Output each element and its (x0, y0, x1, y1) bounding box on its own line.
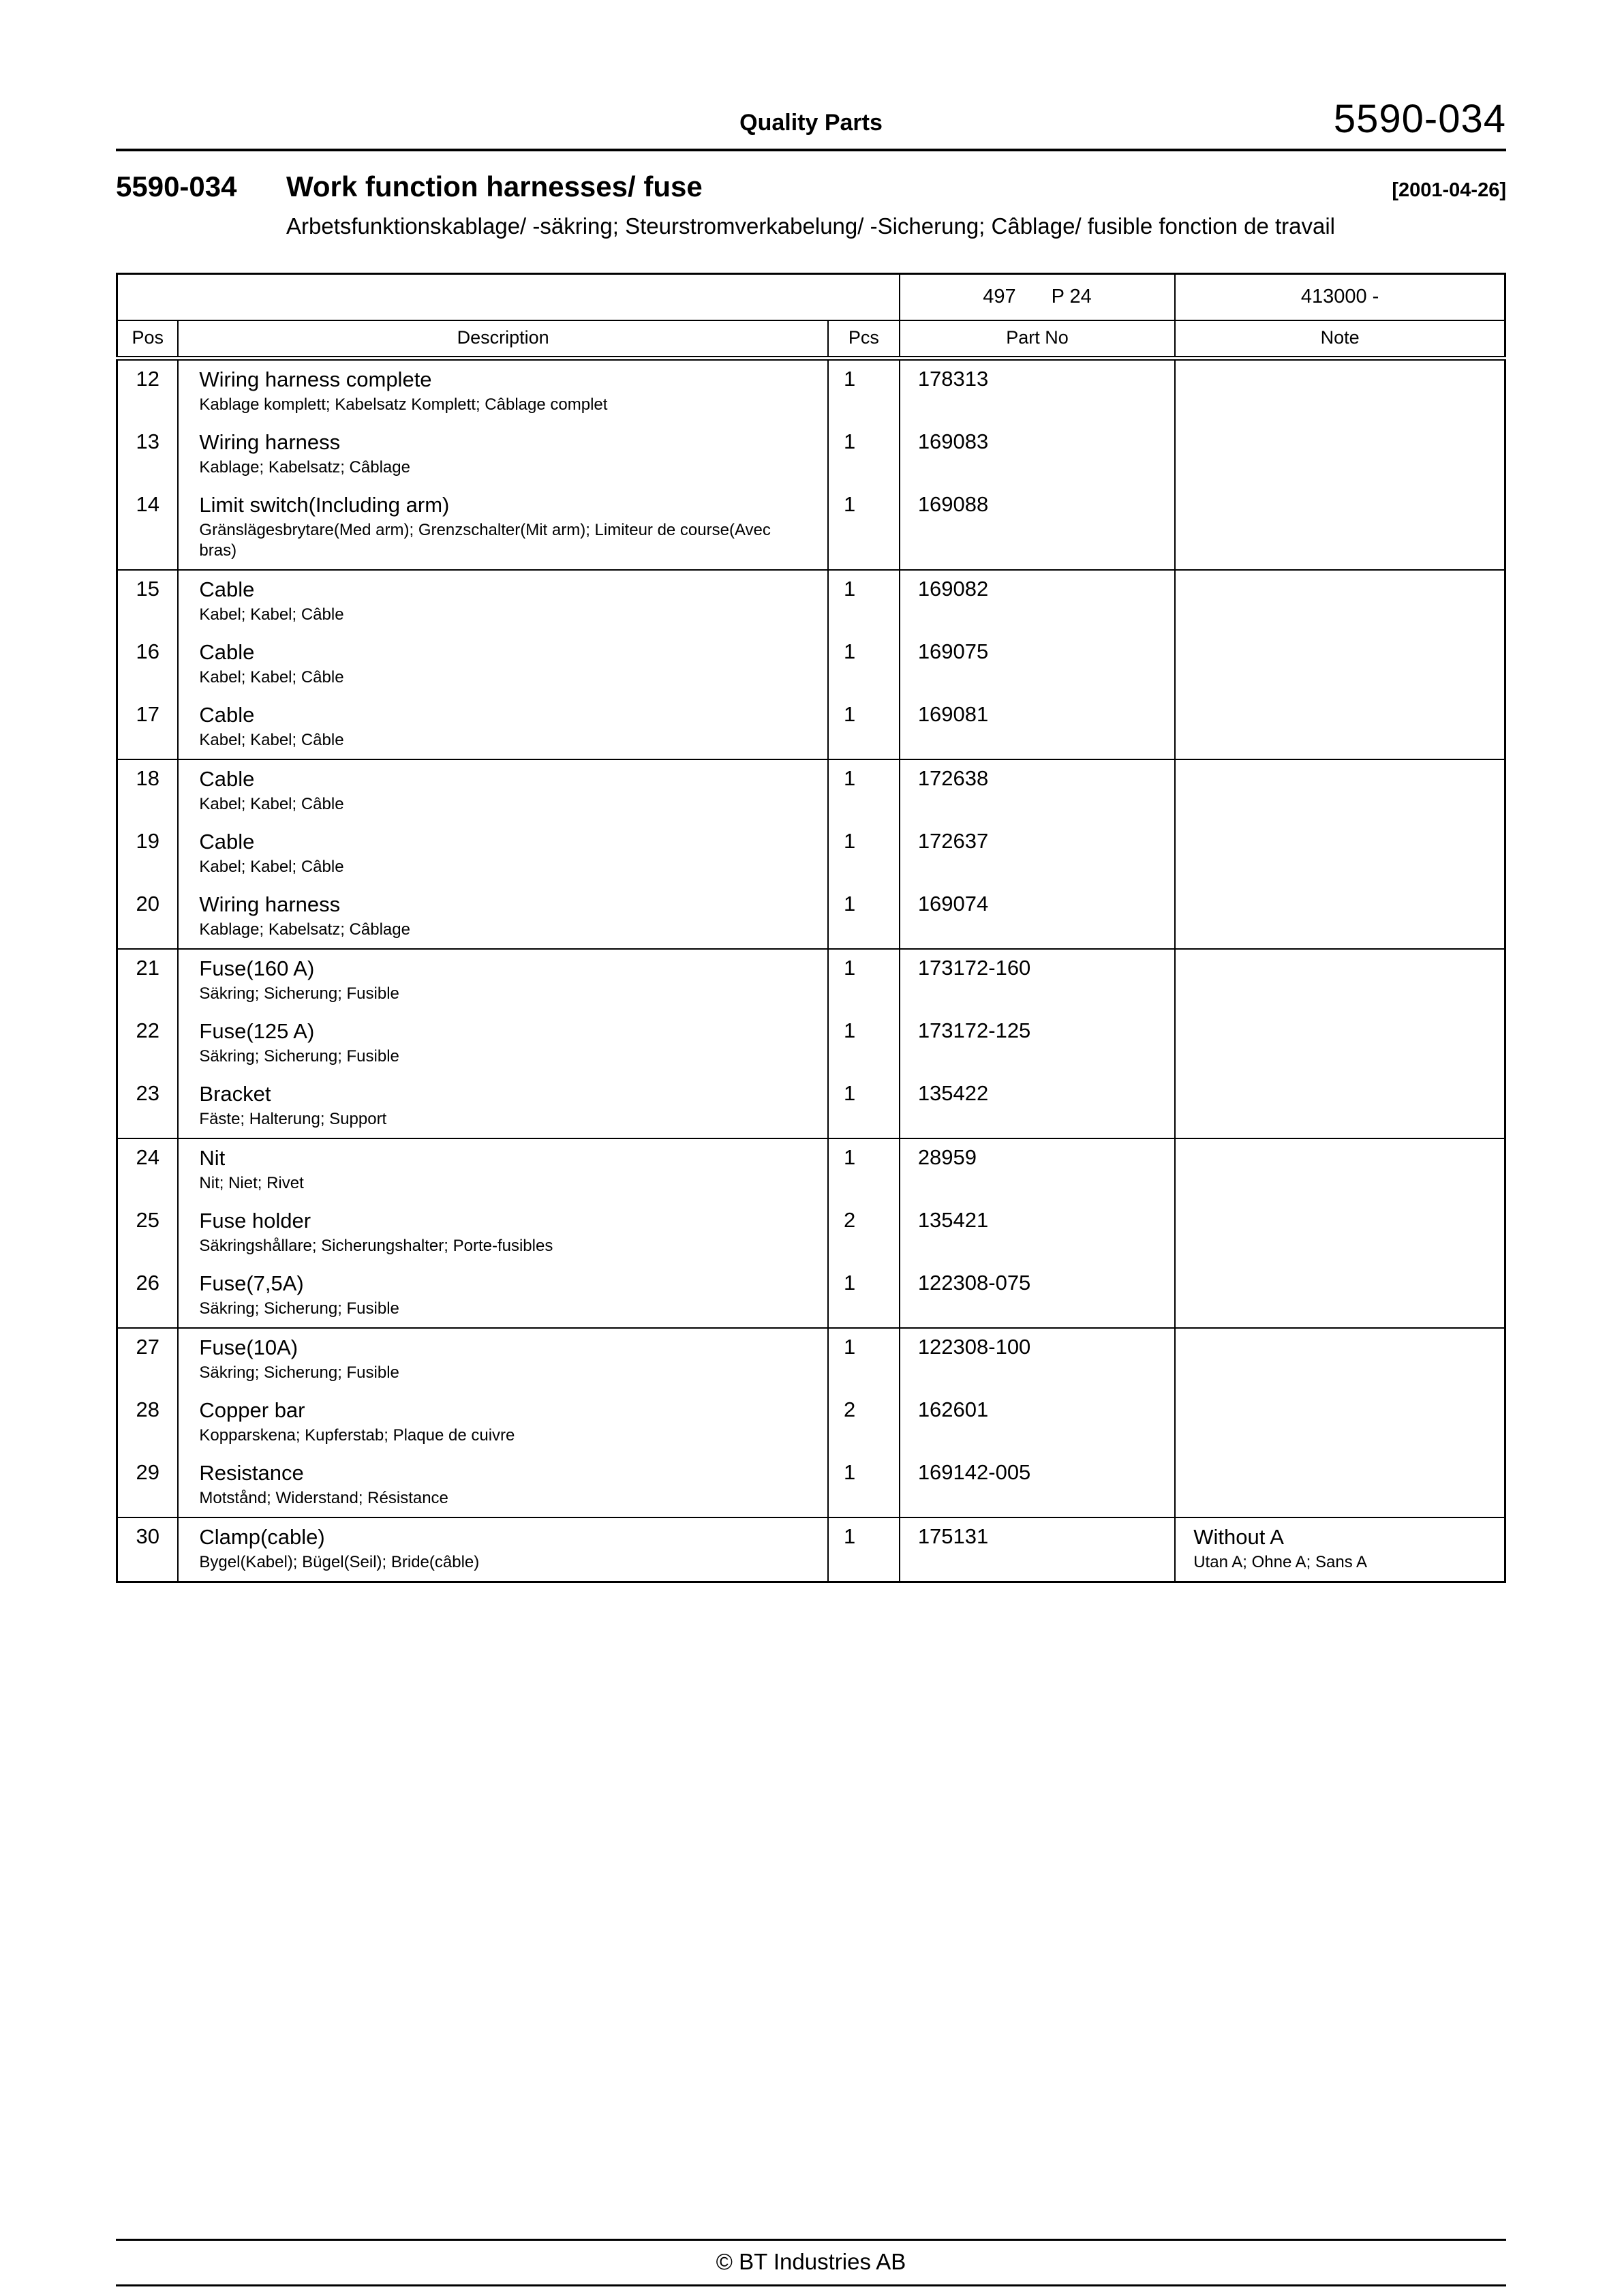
description-sub: Kabel; Kabel; Câble (199, 794, 344, 813)
pcs-cell: 1 (828, 696, 900, 759)
pos-cell: 25 (136, 1207, 159, 1232)
table-row (117, 1202, 1505, 1265)
description-sub: Kabel; Kabel; Câble (199, 857, 344, 876)
description-sub: Kabel; Kabel; Câble (199, 667, 344, 686)
description-sub: Kablage komplett; Kabelsatz Komplett; Câblage complet (199, 395, 608, 414)
meta-serial-cell (1175, 274, 1505, 320)
parts-table-head (117, 274, 1505, 359)
part-no-cell: 169081 (900, 696, 1175, 759)
column-header-part-no: Part No (900, 320, 1175, 359)
meta-page-ref-cell (900, 274, 1175, 320)
pcs-cell: 2 (828, 1202, 900, 1265)
pcs-cell: 1 (828, 886, 900, 949)
table-row (117, 823, 1505, 886)
description-sub: Kabel; Kabel; Câble (199, 730, 344, 749)
note-sub: Utan A; Ohne A; Sans A (1193, 1552, 1368, 1571)
table-row (117, 1265, 1505, 1328)
description-sub: Nit; Niet; Rivet (199, 1173, 304, 1192)
description-main: Clamp(cable) (199, 1524, 325, 1549)
pcs-cell: 1 (828, 759, 900, 823)
table-row (117, 696, 1505, 759)
description-main: Cable (199, 639, 255, 664)
pos-cell: 23 (136, 1081, 159, 1105)
note-cell (1175, 949, 1505, 1012)
description-sub: Kablage; Kabelsatz; Câblage (199, 920, 410, 939)
section-number: 5590-034 (116, 170, 237, 202)
part-no-cell: 172637 (900, 823, 1175, 886)
part-no-cell: 122308-100 (900, 1328, 1175, 1391)
meta-page-code: P 24 (1051, 286, 1092, 307)
brand-title: Quality Parts (739, 110, 883, 136)
description-main: Cable (199, 702, 255, 727)
header-divider (116, 149, 1506, 151)
pos-cell: 12 (136, 366, 159, 391)
pos-cell: 17 (136, 701, 159, 726)
description-main: Bracket (199, 1081, 271, 1106)
description-sub: Fäste; Halterung; Support (199, 1109, 387, 1128)
part-no-cell: 175131 (900, 1517, 1175, 1582)
part-no-cell: 122308-075 (900, 1265, 1175, 1328)
pos-cell: 21 (117, 949, 179, 1012)
pos-cell: 19 (136, 828, 159, 853)
page-subtitle: Arbetsfunktionskablage/ -säkring; Steurstromverkabelung/ -Sicherung; Câblage/ fusible fonction de travail (286, 213, 1335, 239)
description-cell (178, 633, 828, 696)
description-main: Cable (199, 577, 255, 601)
pos-cell: 13 (136, 429, 159, 453)
meta-page-ref: 497 (983, 286, 1016, 307)
description-sub: Bygel(Kabel); Bügel(Seil); Bride(câble) (199, 1552, 480, 1571)
meta-serial-range: 413000 - (1300, 286, 1379, 307)
description-main: Nit (199, 1145, 226, 1170)
part-no-cell: 162601 (900, 1391, 1175, 1454)
column-header-row (117, 320, 1505, 359)
part-no-cell: 173172-160 (900, 949, 1175, 1012)
note-cell (1175, 1265, 1505, 1328)
description-sub: Kabel; Kabel; Câble (199, 605, 344, 624)
pcs-cell: 1 (828, 423, 900, 486)
pos-cell: 18 (117, 759, 179, 823)
description-cell (178, 1328, 828, 1391)
parts-table (116, 273, 1506, 1583)
note-cell (1175, 633, 1505, 696)
pcs-cell: 1 (828, 1012, 900, 1075)
description-cell (178, 886, 828, 949)
table-row (117, 759, 1505, 823)
pcs-cell: 1 (828, 823, 900, 886)
pcs-cell: 1 (828, 1138, 900, 1202)
pos-cell: 24 (117, 1138, 179, 1202)
table-row (117, 949, 1505, 1012)
description-main: Limit switch(Including arm) (199, 492, 450, 517)
description-cell (178, 1202, 828, 1265)
description-cell (178, 1265, 828, 1328)
pos-cell: 30 (117, 1517, 179, 1582)
description-main: Cable (199, 766, 255, 791)
description-cell (178, 823, 828, 886)
column-header-pcs: Pcs (828, 320, 900, 359)
table-row (117, 886, 1505, 949)
description-main: Fuse(160 A) (199, 956, 315, 980)
description-cell (178, 570, 828, 633)
pos-cell: 22 (136, 1018, 159, 1042)
description-cell (178, 1012, 828, 1075)
description-sub: Gränslägesbrytare(Med arm); Grenzschalter(Mit arm); Limiteur de course(Avec bras) (199, 520, 771, 560)
part-no-cell: 169142-005 (900, 1454, 1175, 1517)
part-no-cell: 28959 (900, 1138, 1175, 1202)
description-main: Wiring harness complete (199, 367, 432, 391)
pos-cell: 27 (117, 1328, 179, 1391)
note-cell (1175, 696, 1505, 759)
page-footer (116, 2239, 1506, 2286)
table-row (117, 570, 1505, 633)
description-main: Cable (199, 829, 255, 854)
title-line (286, 170, 1506, 203)
pcs-cell: 2 (828, 1391, 900, 1454)
part-no-cell: 135422 (900, 1075, 1175, 1138)
part-no-cell: 169083 (900, 423, 1175, 486)
column-header-note: Note (1175, 320, 1505, 359)
column-header-pos: Pos (117, 320, 179, 359)
description-cell (178, 696, 828, 759)
description-cell (178, 358, 828, 423)
pcs-cell: 1 (828, 358, 900, 423)
note-cell (1175, 486, 1505, 570)
table-row (117, 1138, 1505, 1202)
description-sub: Säkring; Sicherung; Fusible (199, 1046, 399, 1066)
description-sub: Kablage; Kabelsatz; Câblage (199, 457, 410, 477)
meta-blank-cell (117, 274, 900, 320)
note-cell (1175, 1391, 1505, 1454)
description-cell (178, 423, 828, 486)
description-cell (178, 1391, 828, 1454)
note-cell (1175, 823, 1505, 886)
part-no-cell: 172638 (900, 759, 1175, 823)
description-sub: Säkring; Sicherung; Fusible (199, 1299, 399, 1318)
description-cell (178, 759, 828, 823)
pos-cell: 14 (136, 492, 159, 516)
part-no-cell: 169082 (900, 570, 1175, 633)
description-cell (178, 1517, 828, 1582)
title-block (116, 170, 1506, 241)
page-title: Work function harnesses/ fuse (286, 170, 703, 202)
note-cell (1175, 1202, 1505, 1265)
part-no-cell: 169075 (900, 633, 1175, 696)
pcs-cell: 1 (828, 486, 900, 570)
parts-table-body (117, 358, 1505, 1582)
table-row (117, 486, 1505, 570)
document-number: 5590-034 (1333, 97, 1506, 141)
note-cell (1175, 1012, 1505, 1075)
pcs-cell: 1 (828, 1454, 900, 1517)
table-row (117, 1075, 1505, 1138)
pos-cell: 16 (136, 639, 159, 663)
table-row (117, 1328, 1505, 1391)
table-row (117, 1454, 1505, 1517)
note-cell (1175, 570, 1505, 633)
description-main: Fuse(125 A) (199, 1018, 315, 1043)
meta-ref (900, 275, 1174, 308)
description-sub: Motstånd; Widerstand; Résistance (199, 1488, 448, 1507)
description-sub: Kopparskena; Kupferstab; Plaque de cuivre (199, 1425, 515, 1445)
description-main: Copper bar (199, 1398, 305, 1422)
pcs-cell: 1 (828, 570, 900, 633)
note-cell (1175, 1075, 1505, 1138)
note-cell (1175, 759, 1505, 823)
part-no-cell: 169074 (900, 886, 1175, 949)
description-sub: Säkring; Sicherung; Fusible (199, 984, 399, 1003)
description-main: Fuse holder (199, 1208, 311, 1233)
pcs-cell: 1 (828, 949, 900, 1012)
part-no-cell: 178313 (900, 358, 1175, 423)
revision-date: [2001-04-26] (1392, 179, 1506, 201)
description-main: Resistance (199, 1460, 304, 1485)
table-row (117, 1012, 1505, 1075)
note-cell (1175, 423, 1505, 486)
note-cell (1175, 358, 1505, 423)
note-cell (1175, 886, 1505, 949)
page-header (116, 87, 1506, 142)
note-cell (1175, 1454, 1505, 1517)
pcs-cell: 1 (828, 633, 900, 696)
description-main: Fuse(7,5A) (199, 1271, 304, 1295)
description-main: Wiring harness (199, 892, 341, 916)
description-main: Wiring harness (199, 429, 341, 454)
part-no-cell: 169088 (900, 486, 1175, 570)
description-main: Fuse(10A) (199, 1335, 299, 1359)
pos-cell: 20 (136, 891, 159, 916)
table-row (117, 1391, 1505, 1454)
table-row (117, 1517, 1505, 1582)
pcs-cell: 1 (828, 1328, 900, 1391)
table-row (117, 633, 1505, 696)
table-row (117, 358, 1505, 423)
title-main (286, 170, 1506, 241)
description-cell (178, 486, 828, 570)
part-no-cell: 173172-125 (900, 1012, 1175, 1075)
description-sub: Säkring; Sicherung; Fusible (199, 1363, 399, 1382)
description-sub: Säkringshållare; Sicherungshalter; Porte-fusibles (199, 1236, 553, 1255)
description-cell (178, 1454, 828, 1517)
description-cell (178, 1138, 828, 1202)
note-cell (1175, 1138, 1505, 1202)
pos-cell: 29 (136, 1460, 159, 1484)
pcs-cell: 1 (828, 1075, 900, 1138)
note-cell (1175, 1517, 1505, 1582)
pos-cell: 15 (117, 570, 179, 633)
meta-row (117, 274, 1505, 320)
pos-cell: 26 (136, 1270, 159, 1295)
description-cell (178, 949, 828, 1012)
table-row (117, 423, 1505, 486)
pos-cell: 28 (136, 1397, 159, 1421)
part-no-cell: 135421 (900, 1202, 1175, 1265)
column-header-description: Description (178, 320, 828, 359)
pcs-cell: 1 (828, 1517, 900, 1582)
pcs-cell: 1 (828, 1265, 900, 1328)
footer-text: © BT Industries AB (716, 2249, 906, 2274)
description-cell (178, 1075, 828, 1138)
note-main: Without A (1193, 1524, 1284, 1549)
note-cell (1175, 1328, 1505, 1391)
